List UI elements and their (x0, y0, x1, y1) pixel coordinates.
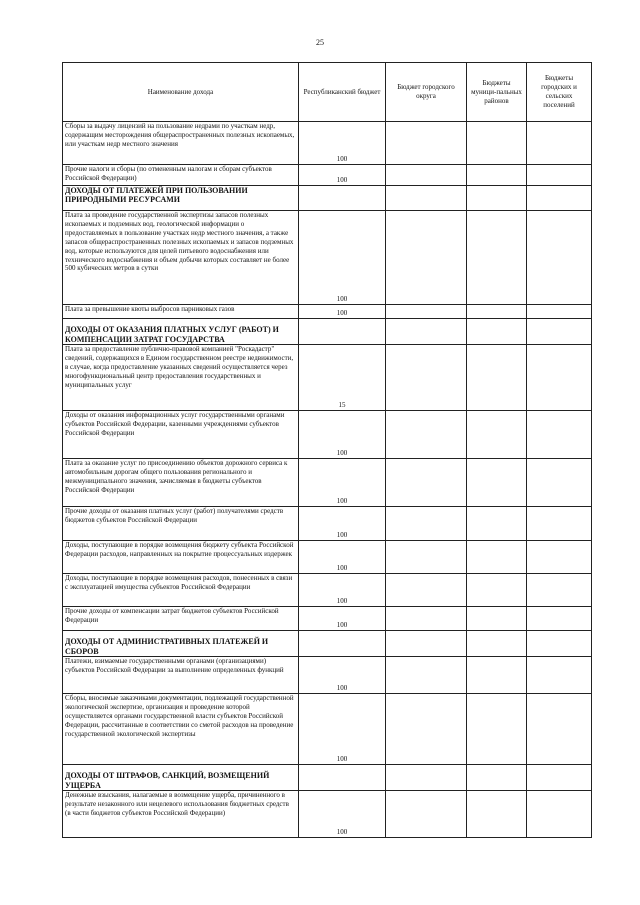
republican-percent-cell: 100 (299, 211, 386, 305)
municipal-percent-cell (467, 305, 527, 319)
municipal-percent-cell (467, 186, 527, 211)
section-row (63, 319, 592, 345)
municipal-percent-cell (467, 631, 527, 657)
settlement-percent-cell (527, 122, 592, 165)
settlement-percent-cell (527, 411, 592, 459)
city-percent-cell (386, 122, 467, 165)
city-percent-cell (386, 345, 467, 411)
city-percent-cell (386, 305, 467, 319)
settlement-percent-cell (527, 631, 592, 657)
table-row (63, 541, 592, 574)
republican-percent-cell (299, 186, 386, 211)
section-heading-cell: ДОХОДЫ ОТ ПЛАТЕЖЕЙ ПРИ ПОЛЬЗОВАНИИ ПРИРОДНЫМИ РЕСУРСАМИ (63, 186, 299, 211)
municipal-percent-cell (467, 791, 527, 838)
revenue-name-cell: Платежи, взимаемые государственными органами (организациями) субъектов Российской Федерации за выполнение определенных функций (63, 657, 299, 694)
section-row (63, 186, 592, 211)
settlement-percent-cell (527, 186, 592, 211)
settlement-percent-cell (527, 694, 592, 765)
section-row (63, 765, 592, 791)
city-percent-cell (386, 607, 467, 631)
municipal-percent-cell (467, 507, 527, 541)
settlement-percent-cell (527, 541, 592, 574)
revenue-name-cell: Прочие доходы от оказания платных услуг (работ) получателями средств бюджетов субъектов Российской Федерации (63, 507, 299, 541)
table-row (63, 305, 592, 319)
settlement-percent-cell (527, 211, 592, 305)
table-row (63, 165, 592, 186)
republican-percent-cell (299, 319, 386, 345)
page-number: 25 (316, 38, 324, 47)
table-row (63, 574, 592, 607)
republican-percent-cell: 100 (299, 791, 386, 838)
section-heading-cell: ДОХОДЫ ОТ ОКАЗАНИЯ ПЛАТНЫХ УСЛУГ (РАБОТ) И КОМПЕНСАЦИИ ЗАТРАТ ГОСУДАРСТВА (63, 319, 299, 345)
city-percent-cell (386, 186, 467, 211)
settlement-percent-cell (527, 765, 592, 791)
city-percent-cell (386, 165, 467, 186)
republican-percent-cell: 100 (299, 507, 386, 541)
municipal-percent-cell (467, 541, 527, 574)
section-row (63, 631, 592, 657)
settlement-percent-cell (527, 607, 592, 631)
section-heading-cell: ДОХОДЫ ОТ АДМИНИСТРАТИВНЫХ ПЛАТЕЖЕЙ И СБОРОВ (63, 631, 299, 657)
city-percent-cell (386, 574, 467, 607)
revenue-name-cell: Плата за проведение государственной экспертизы запасов полезных ископаемых и подземных вод, геологической информации о предоставляемых в пользование участках недр местного значения, а также запасов общераспространенных полезных ископаемых и запасов подземных вод, которые используются для целей питьевого водоснабжения или технического водоснабжения и объем добычи которых составляет не более 500 кубических метров в сутки (63, 211, 299, 305)
revenue-name-cell: Плата за предоставление публично-правовой компанией "Роскадастр" сведений, содержащихся в Едином государственном реестре недвижимости, в случае, когда предоставление указанных сведений осуществляется через многофункциональный центр предоставления государственных и муниципальных услуг (63, 345, 299, 411)
table-row (63, 345, 592, 411)
revenue-name-cell: Сборы за выдачу лицензий на пользование недрами по участкам недр, содержащим месторождения общераспространенных полезных ископаемых, или участкам недр местного значения (63, 122, 299, 165)
municipal-percent-cell (467, 211, 527, 305)
city-percent-cell (386, 631, 467, 657)
table-row (63, 122, 592, 165)
republican-percent-cell: 100 (299, 122, 386, 165)
settlement-percent-cell (527, 791, 592, 838)
city-percent-cell (386, 765, 467, 791)
municipal-percent-cell (467, 765, 527, 791)
settlement-percent-cell (527, 319, 592, 345)
city-percent-cell (386, 541, 467, 574)
republican-percent-cell: 100 (299, 541, 386, 574)
header-republican-budget: Республиканский бюджет (299, 63, 386, 122)
city-percent-cell (386, 507, 467, 541)
revenue-name-cell: Плата за превышение квоты выбросов парниковых газов (63, 305, 299, 319)
municipal-percent-cell (467, 459, 527, 507)
municipal-percent-cell (467, 122, 527, 165)
table-row (63, 694, 592, 765)
municipal-percent-cell (467, 657, 527, 694)
republican-percent-cell: 100 (299, 459, 386, 507)
section-heading-cell: ДОХОДЫ ОТ ШТРАФОВ, САНКЦИЙ, ВОЗМЕЩЕНИЙ УЩЕРБА (63, 765, 299, 791)
city-percent-cell (386, 459, 467, 507)
republican-percent-cell: 100 (299, 574, 386, 607)
municipal-percent-cell (467, 165, 527, 186)
table-row (63, 459, 592, 507)
table-row (63, 791, 592, 838)
revenue-name-cell: Доходы, поступающие в порядке возмещения бюджету субъекта Российской Федерации расходов, направленных на покрытие процессуальных издержек (63, 541, 299, 574)
table-row (63, 211, 592, 305)
municipal-percent-cell (467, 574, 527, 607)
municipal-percent-cell (467, 694, 527, 765)
republican-percent-cell: 100 (299, 657, 386, 694)
city-percent-cell (386, 791, 467, 838)
republican-percent-cell: 100 (299, 694, 386, 765)
table-row (63, 411, 592, 459)
revenue-name-cell: Прочие налоги и сборы (по отмененным налогам и сборам субъектов Российской Федерации) (63, 165, 299, 186)
settlement-percent-cell (527, 345, 592, 411)
revenue-name-cell: Денежные взыскания, налагаемые в возмещение ущерба, причиненного в результате незаконного или нецелевого использования бюджетных средств (в части бюджетов субъектов Российской Федерации) (63, 791, 299, 838)
revenue-name-cell: Прочие доходы от компенсации затрат бюджетов субъектов Российской Федерации (63, 607, 299, 631)
city-percent-cell (386, 411, 467, 459)
settlement-percent-cell (527, 574, 592, 607)
settlement-percent-cell (527, 657, 592, 694)
municipal-percent-cell (467, 345, 527, 411)
revenue-name-cell: Доходы, поступающие в порядке возмещения расходов, понесенных в связи с эксплуатацией имущества субъектов Российской Федерации (63, 574, 299, 607)
city-percent-cell (386, 319, 467, 345)
republican-percent-cell (299, 631, 386, 657)
revenue-distribution-table (62, 62, 592, 838)
municipal-percent-cell (467, 607, 527, 631)
header-municipal-budgets: Бюджеты муници-пальных районов (467, 63, 527, 122)
city-percent-cell (386, 694, 467, 765)
municipal-percent-cell (467, 411, 527, 459)
republican-percent-cell: 100 (299, 411, 386, 459)
settlement-percent-cell (527, 507, 592, 541)
header-revenue-name: Наименование дохода (63, 63, 299, 122)
municipal-percent-cell (467, 319, 527, 345)
table-row (63, 507, 592, 541)
settlement-percent-cell (527, 459, 592, 507)
revenue-name-cell: Сборы, вносимые заказчиками документации, подлежащей государственной экологической экспертизе, организация и проведение которой осуществляется органами государственной власти субъектов Российской Федерации, рассчитанные в соответствии со сметой расходов на проведение государственной экологической экспертизы (63, 694, 299, 765)
republican-percent-cell: 15 (299, 345, 386, 411)
republican-percent-cell: 100 (299, 165, 386, 186)
city-percent-cell (386, 657, 467, 694)
header-city-budget: Бюджет городского округа (386, 63, 467, 122)
revenue-name-cell: Доходы от оказания информационных услуг государственными органами субъектов Российской Федерации, казенными учреждениями субъектов Российской Федерации (63, 411, 299, 459)
settlement-percent-cell (527, 305, 592, 319)
settlement-percent-cell (527, 165, 592, 186)
republican-percent-cell: 100 (299, 607, 386, 631)
revenue-name-cell: Плата за оказание услуг по присоединению объектов дорожного сервиса к автомобильным дорогам общего пользования регионального и межмуниципального значения, зачисляемая в бюджеты субъектов Российской Федерации (63, 459, 299, 507)
republican-percent-cell: 100 (299, 305, 386, 319)
table-row (63, 657, 592, 694)
republican-percent-cell (299, 765, 386, 791)
table-header-row (63, 63, 592, 122)
header-settlement-budgets: Бюджеты городских и сельских поселений (527, 63, 592, 122)
city-percent-cell (386, 211, 467, 305)
table-row (63, 607, 592, 631)
